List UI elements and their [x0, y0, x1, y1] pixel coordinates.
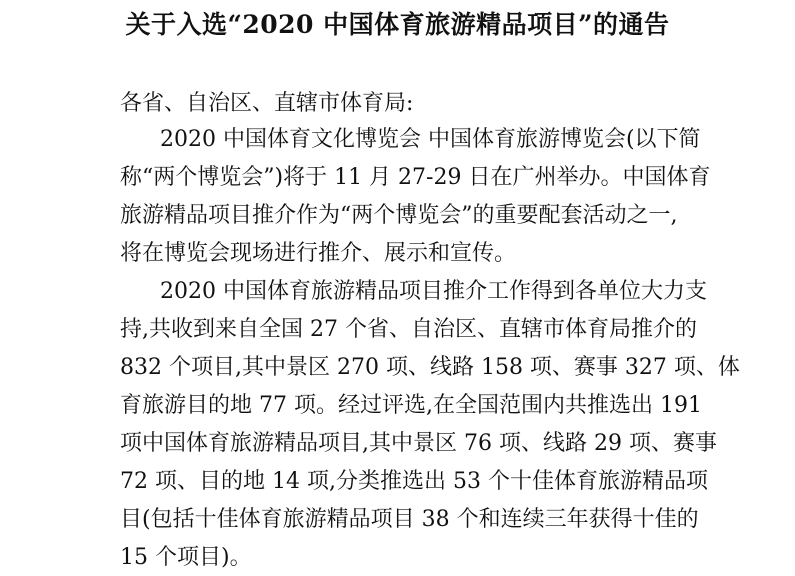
paragraph-line: 2020 中国体育文化博览会 中国体育旅游博览会(以下简: [160, 127, 701, 152]
paragraph-line: 项中国体育旅游精品项目,其中景区 76 项、线路 29 项、赛事: [120, 431, 717, 456]
paragraph-line: 将在博览会现场进行推介、展示和宣传。: [120, 241, 517, 266]
paragraph-line: 育旅游目的地 77 项。经过评选,在全国范围内共推选出 191: [120, 393, 702, 418]
paragraph-line: 称“两个博览会”)将于 11 月 27-29 日在广州举办。中国体育: [120, 165, 711, 190]
paragraph-line: 72 项、目的地 14 项,分类推选出 53 个十佳体育旅游精品项: [120, 469, 708, 494]
paragraph-line: 旅游精品项目推介作为“两个博览会”的重要配套活动之一,: [120, 203, 678, 228]
document-title: 关于入选“2020 中国体育旅游精品项目”的通告: [125, 10, 670, 39]
paragraph-line: 832 个项目,其中景区 270 项、线路 158 项、赛事 327 项、体: [120, 355, 740, 380]
paragraph-line: 2020 中国体育旅游精品项目推介工作得到各单位大力支: [160, 279, 707, 304]
paragraph-line: 持,共收到来自全国 27 个省、自治区、直辖市体育局推介的: [120, 317, 697, 342]
paragraph-line: 目(包括十佳体育旅游精品项目 38 个和连续三年获得十佳的: [120, 507, 699, 532]
paragraph-line: 15 个项目)。: [120, 545, 252, 570]
salutation: 各省、自治区、直辖市体育局:: [120, 91, 414, 116]
